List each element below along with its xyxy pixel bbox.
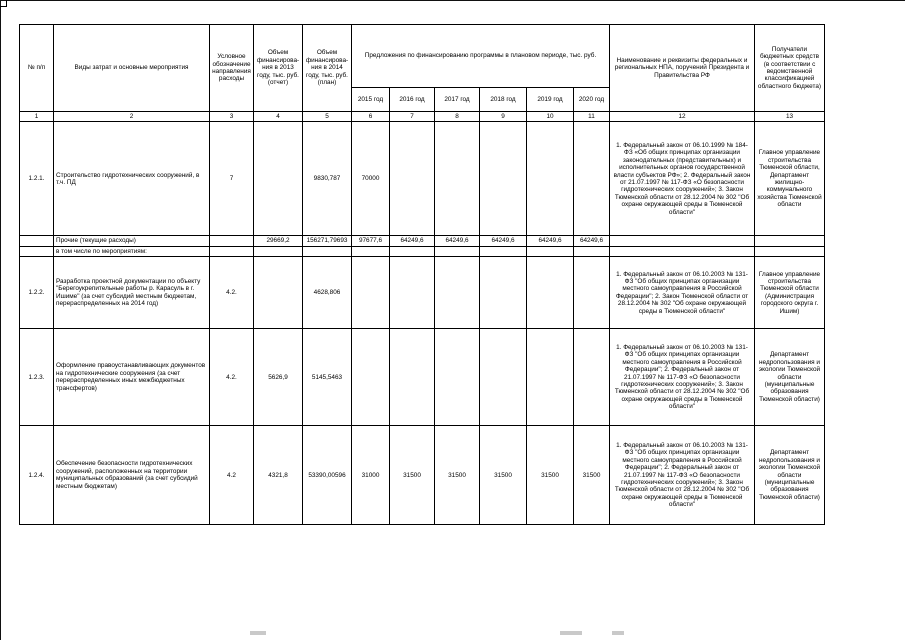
col-number: 7: [390, 112, 435, 122]
scan-artifact: [560, 631, 582, 635]
row-name: в том числе по мероприятиям:: [54, 246, 210, 256]
row-2020: 64249,6: [574, 236, 610, 246]
row-name: Разработка проектной документации по объекту "Берегоукрепительные работы р. Карасуль в г. Ишиме" (за счет субсидий местным бюджетам, перераспределенных на 2014 год): [54, 257, 210, 329]
scan-artifact: [612, 631, 624, 635]
header-year: 2016 год: [390, 88, 435, 112]
table-row-other: [20, 236, 825, 246]
row-cell: [527, 246, 574, 256]
row-name: Прочие (текущие расходы): [54, 236, 210, 246]
financing-table: [19, 24, 825, 525]
row-2016: 64249,6: [390, 236, 435, 246]
row-2013: 29669,2: [254, 236, 303, 246]
row-num: 1.2.1.: [20, 122, 54, 236]
row-2015: [352, 257, 390, 329]
col-number: 3: [210, 112, 254, 122]
table-row-1-2-4: [20, 426, 825, 525]
row-cell: [390, 246, 435, 256]
row-cell: [210, 246, 254, 256]
row-2016: [390, 122, 435, 236]
row-cell: [303, 246, 352, 256]
row-2015: [352, 329, 390, 426]
col-number: 13: [755, 112, 825, 122]
row-2016: [390, 329, 435, 426]
header-year: 2020 год: [574, 88, 610, 112]
row-cell: [480, 246, 527, 256]
column-number-row: [20, 112, 825, 122]
header-year: 2015 год: [352, 88, 390, 112]
row-code: 7: [210, 122, 254, 236]
row-2015: 70000: [352, 122, 390, 236]
row-num: 1.2.2.: [20, 257, 54, 329]
row-recipient: [755, 236, 825, 246]
row-acts: 1. Федеральный закон от 06.10.2003 № 131-ФЗ "Об общих принципах организации местного самоуправления в Российской Федерации"; 2. Закон Тюменской области от 28.12.2004 № 302 "Об охране окружающей среды в Тюменской области": [610, 257, 755, 329]
corner-mark: [0, 0, 7, 7]
row-2013: 5626,9: [254, 329, 303, 426]
header-code: Условное обозначение направления расходы: [210, 25, 254, 112]
row-2018: [480, 257, 527, 329]
row-acts: 1. Федеральный закон от 06.10.1999 № 184-ФЗ «Об общих принципах организации законодательных (представительных) и исполнительных органов государственной власти субъектов РФ»; 2. Федеральный закон от 21.07.1997 № 117-ФЗ «О безопасности гидротехнических сооружений»; 3. Закон Тюменской области от 28.12.2004 № 302 "Об охране окружающей среды в Тюменской области": [610, 122, 755, 236]
row-2013: [254, 257, 303, 329]
row-2019: [527, 122, 574, 236]
col-number: 1: [20, 112, 54, 122]
row-2018: [480, 122, 527, 236]
row-2018: [480, 329, 527, 426]
row-code: [210, 236, 254, 246]
row-2014: 53390,00596: [303, 426, 352, 525]
row-cell: [254, 246, 303, 256]
header-year: 2018 год: [480, 88, 527, 112]
row-2017: 31500: [435, 426, 480, 525]
row-cell: [352, 246, 390, 256]
row-2020: [574, 122, 610, 236]
row-cell: [574, 246, 610, 256]
row-2013: [254, 122, 303, 236]
row-code: 4.2: [210, 426, 254, 525]
row-2020: [574, 257, 610, 329]
row-2017: [435, 122, 480, 236]
row-recipient: Департамент недропользования и экологии Тюменской области (муниципальные образования Тюменской области): [755, 329, 825, 426]
scan-bottom-artifacts: [0, 629, 905, 640]
col-number: 8: [435, 112, 480, 122]
row-2017: 64249,6: [435, 236, 480, 246]
row-2019: 31500: [527, 426, 574, 525]
row-2020: [574, 329, 610, 426]
header-2014: Объем финансирова-ния в 2014 году, тыс. руб. (план): [303, 25, 352, 112]
row-2017: [435, 329, 480, 426]
row-2015: 31000: [352, 426, 390, 525]
row-recipient: Главное управление строительства Тюменской области (Администрация городского округа г. Ишим): [755, 257, 825, 329]
col-number: 5: [303, 112, 352, 122]
col-number: 12: [610, 112, 755, 122]
header-year: 2017 год: [435, 88, 480, 112]
row-2014: 156271,79693: [303, 236, 352, 246]
row-2014: 5145,5463: [303, 329, 352, 426]
row-2019: [527, 329, 574, 426]
row-2016: [390, 257, 435, 329]
row-cell: [435, 246, 480, 256]
col-number: 10: [527, 112, 574, 122]
row-code: 4.2.: [210, 329, 254, 426]
scan-artifact: [250, 631, 266, 635]
row-acts: 1. Федеральный закон от 06.10.2003 № 131-ФЗ "Об общих принципах организации местного самоуправления в Российской Федерации"; 2. Федеральный закон от 21.07.1997 № 117-ФЗ «О безопасности гидротехнических сооружений»; 3. Закон Тюменской области от 28.12.2004 № 302 "Об охране окружающей среды в Тюменской области": [610, 329, 755, 426]
header-year: 2019 год: [527, 88, 574, 112]
row-2014: 4628,806: [303, 257, 352, 329]
header-kind: Виды затрат и основные мероприятия: [54, 25, 210, 112]
row-2015: 97677,6: [352, 236, 390, 246]
row-2016: 31500: [390, 426, 435, 525]
row-num: [20, 246, 54, 256]
row-2019: [527, 257, 574, 329]
header-num: № п/п: [20, 25, 54, 112]
row-2019: 64249,6: [527, 236, 574, 246]
col-number: 6: [352, 112, 390, 122]
table-row-1-2-2: [20, 257, 825, 329]
header-proposals: Предложения по финансированию программы в плановом периоде, тыс. руб.: [352, 25, 610, 88]
row-2017: [435, 257, 480, 329]
col-number: 4: [254, 112, 303, 122]
table-row-1-2-1: [20, 122, 825, 236]
col-number: 11: [574, 112, 610, 122]
row-num: [20, 236, 54, 246]
row-name: Оформление правоустанавливающих документов на гидротехнические сооружения (за счет перераспределенных иных межбюджетных трансфертов): [54, 329, 210, 426]
col-number: 9: [480, 112, 527, 122]
header-2013: Объем финансирова-ния в 2013 году, тыс. руб. (отчет): [254, 25, 303, 112]
row-2018: 64249,6: [480, 236, 527, 246]
table-row-1-2-3: [20, 329, 825, 426]
row-2018: 31500: [480, 426, 527, 525]
row-recipient: Главное управление строительства Тюменской области, Департамент жилищно-коммунального хозяйства Тюменской области: [755, 122, 825, 236]
col-number: 2: [54, 112, 210, 122]
row-cell: [755, 246, 825, 256]
row-name: Строительство гидротехнических сооружений, в т.ч. ПД: [54, 122, 210, 236]
row-recipient: Департамент недропользования и экологии Тюменской области (муниципальные образования Тюменской области): [755, 426, 825, 525]
row-2013: 4321,8: [254, 426, 303, 525]
row-2014: 9830,787: [303, 122, 352, 236]
row-num: 1.2.4.: [20, 426, 54, 525]
row-acts: 1. Федеральный закон от 06.10.2003 № 131-ФЗ "Об общих принципах организации местного самоуправления в Российской Федерации"; 2. Федеральный закон от 21.07.1997 № 117-ФЗ «О безопасности гидротехнических сооружений»; 3. Закон Тюменской области от 28.12.2004 № 302 "Об охране окружающей среды в Тюменской области": [610, 426, 755, 525]
header-row-1: [20, 25, 825, 88]
row-acts: [610, 236, 755, 246]
table-row-including: [20, 246, 825, 256]
row-cell: [610, 246, 755, 256]
header-acts: Наименование и реквизиты федеральных и региональных НПА, поручений Президента и Правительства РФ: [610, 25, 755, 112]
row-num: 1.2.3.: [20, 329, 54, 426]
header-recipients: Получатели бюджетных средств (в соответствии с ведомственной классификацией областного бюджета): [755, 25, 825, 112]
row-2020: 31500: [574, 426, 610, 525]
row-name: Обеспечение безопасности гидротехнических сооружений, расположенных на территории муниципальных образований (за счет субсидий местным бюджетам): [54, 426, 210, 525]
row-code: 4.2.: [210, 257, 254, 329]
